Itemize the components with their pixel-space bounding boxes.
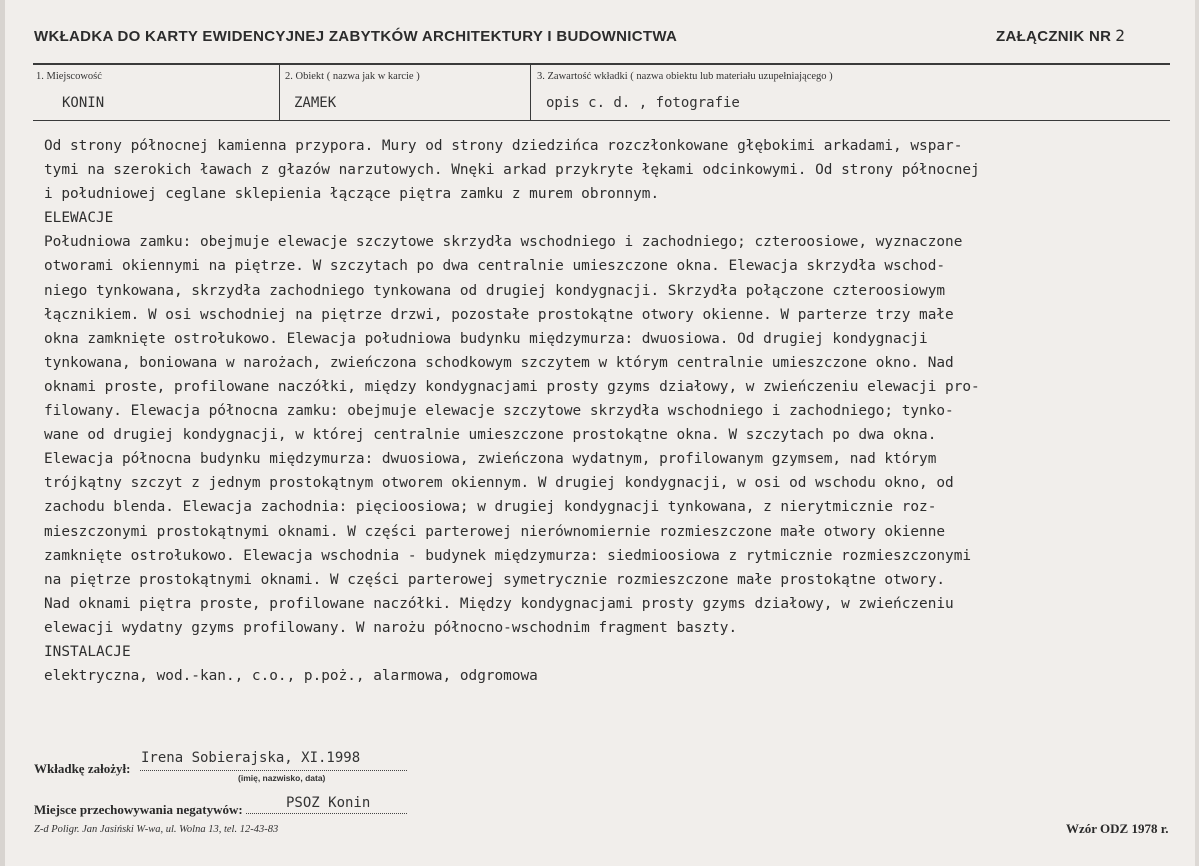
section-heading-elevations: ELEWACJE [44, 210, 114, 227]
storage-value: PSOZ Konin [286, 795, 371, 811]
text-line: okna zamknięte ostrołukowo. Elewacja południowa budynku międzymurza: dwuosiowa. Od drugiej kondygnacji [44, 330, 928, 347]
text-line: mieszczonymi prostokątnymi oknami. W części parterowej nierównomiernie rozmieszczone małe otwory okienne [44, 523, 946, 540]
text-line: tymi na szerokich ławach z głazów narzutowych. Wnęki arkad przykryte łękami odcinkowymi. Od strony północnej [44, 162, 980, 179]
text-line: zamknięte ostrołukowo. Elewacja wschodnia - budynek międzymurza: siedmioosiowa z rytmicznie rozmieszczonymi [44, 547, 972, 564]
text-line: oknami proste, profilowane naczółki, między kondygnacjami prosty gzyms działowy, w zwieńczeniu elewacji pro- [44, 378, 980, 395]
description-text [44, 134, 1174, 688]
card-title: WKŁADKA DO KARTY EWIDENCYJNEJ ZABYTKÓW ARCHITEKTURY I BUDOWNICTWA [34, 28, 678, 45]
text-line: niego tynkowana, skrzydła zachodniego tynkowana od drugiej kondygnacji. Skrzydła połączone czteroosiowym [44, 282, 946, 299]
founder-value: Irena Sobierajska, XI.1998 [141, 750, 361, 766]
field-value-content: opis c. d. , fotografie [546, 95, 740, 111]
section-heading-installations: INSTALACJE [44, 643, 131, 660]
field-divider-2 [530, 64, 531, 120]
annex-label [996, 26, 1125, 45]
text-line: łącznikiem. W osi wschodniej na piętrze drzwi, pozostałe prostokątne otwory okienne. W parterze trzy małe [44, 306, 954, 323]
field-label-object: 2. Obiekt ( nazwa jak w karcie ) [285, 71, 420, 82]
text-line: wane od drugiej kondygnacji, w której centralnie umieszczone prostokątne okna. W szczytach po dwa okna. [44, 427, 937, 444]
field-value-object: ZAMEK [294, 95, 337, 111]
card-edge-left [0, 0, 5, 866]
field-label-content: 3. Zawartość wkładki ( nazwa obiektu lub materiału uzupełniającego ) [537, 71, 833, 82]
field-label-locality: 1. Miejscowość [36, 71, 102, 82]
card-edge-right [1195, 0, 1199, 866]
storage-label: Miejsce przechowywania negatywów: [34, 802, 243, 817]
fields-bottom-rule [33, 120, 1170, 121]
text-line: na piętrze prostokątnymi oknami. W części parterowej symetrycznie rozmieszczone małe prostokątne otwory. [44, 571, 946, 588]
printer-imprint: Z-d Poligr. Jan Jasiński W-wa, ul. Wolna 13, tel. 12-43-83 [34, 824, 279, 835]
text-line: otworami okiennymi na piętrze. W szczytach po dwa centralnie umieszczone okna. Elewacja skrzydła wschod- [44, 258, 946, 275]
founder-hint: (imię, nazwisko, data) [238, 773, 326, 783]
text-line: Od strony północnej kamienna przypora. Mury od strony dziedzińca rozczłonkowane głębokimi arkadami, wspar- [44, 138, 963, 154]
field-value-locality: KONIN [62, 95, 105, 111]
annex-label-text: ZAŁĄCZNIK NR [996, 28, 1112, 45]
storage-dotted-line [246, 813, 407, 814]
fields-top-rule [33, 63, 1170, 65]
text-line: i południowej ceglane sklepienia łączące piętra zamku z murem obronnym. [44, 186, 660, 203]
form-model: Wzór ODZ 1978 r. [1066, 821, 1169, 836]
annex-number: 2 [1115, 26, 1126, 45]
founder-dotted-line [140, 770, 407, 771]
founder-label: Wkładkę założył: [34, 761, 131, 776]
text-line: Elewacja północna budynku międzymurza: dwuosiowa, zwieńczona wydatnym, profilowanym gzymsem, nad którym [44, 451, 937, 468]
text-line: filowany. Elewacja północna zamku: obejmuje elewacje szczytowe skrzydła wschodniego i zachodniego; tynko- [44, 403, 954, 420]
text-line: trójkątny szczyt z jednym prostokątnym otworem okiennym. W drugiej kondygnacji, w osi od wschodu okno, od [44, 475, 954, 492]
text-line: Południowa zamku: obejmuje elewacje szczytowe skrzydła wschodniego i zachodniego; czteroosiowe, wyznaczone [44, 234, 963, 251]
text-line: elewacji wydatny gzyms profilowany. W narożu północno-wschodnim fragment baszty. [44, 619, 738, 636]
text-line: elektryczna, wod.-kan., c.o., p.poż., alarmowa, odgromowa [44, 668, 538, 685]
text-line: Nad oknami piętra proste, profilowane naczółki. Między kondygnacjami prosty gzyms działowy, w zwieńczeniu [44, 595, 954, 612]
text-line: tynkowana, boniowana w narożach, zwieńczona schodkowym szczytem w którym centralnie umieszczone okno. Nad [44, 354, 954, 371]
text-line: zachodu blenda. Elewacja zachodnia: pięcioosiowa; w drugiej kondygnacji tynkowana, z nierytmicznie roz- [44, 499, 937, 516]
field-divider-1 [279, 64, 280, 120]
